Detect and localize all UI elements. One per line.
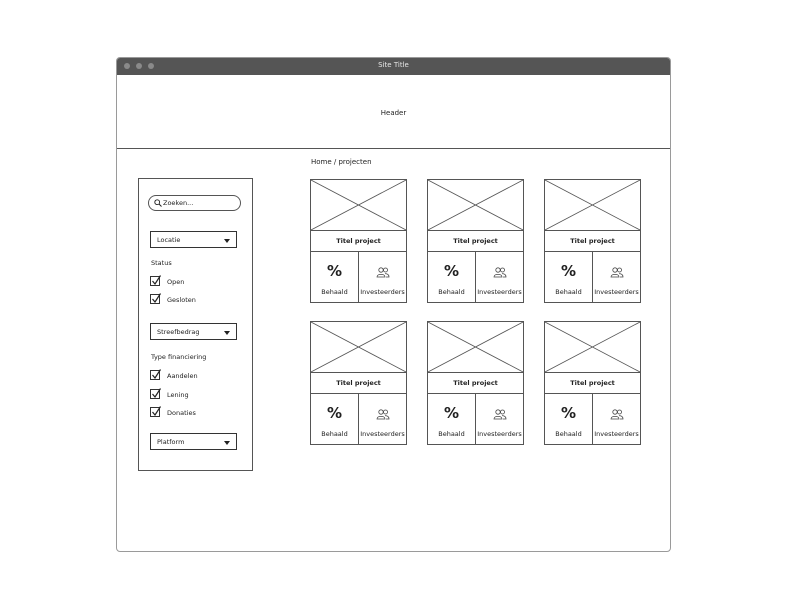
image-placeholder xyxy=(545,180,640,231)
checkmark-icon xyxy=(150,368,162,380)
image-placeholder-icon xyxy=(311,180,406,230)
achieved-stat xyxy=(428,394,476,444)
checkbox-label: Donaties xyxy=(167,409,196,417)
people-icon xyxy=(493,267,507,278)
checkmark-icon xyxy=(150,274,162,286)
goal-select-value: Streefbedrag xyxy=(157,328,200,336)
checkbox-box[interactable] xyxy=(150,389,160,399)
achieved-stat xyxy=(545,394,593,444)
checkmark-icon xyxy=(150,405,162,417)
search-icon xyxy=(154,199,162,207)
checkbox-box[interactable] xyxy=(150,294,160,304)
investors-label: Investeerders xyxy=(594,288,639,296)
achieved-label: Behaald xyxy=(555,430,582,438)
project-card[interactable] xyxy=(310,179,407,303)
checkbox-box[interactable] xyxy=(150,370,160,380)
achieved-label: Behaald xyxy=(321,430,348,438)
checkbox-label: Gesloten xyxy=(167,296,196,304)
project-card[interactable] xyxy=(544,321,641,445)
investors-stat xyxy=(359,252,406,302)
title-bar xyxy=(117,58,670,75)
achieved-label: Behaald xyxy=(555,288,582,296)
goal-amount-select[interactable] xyxy=(150,323,237,340)
percent-icon: % xyxy=(326,404,343,422)
project-title[interactable]: Titel project xyxy=(428,373,523,394)
percent-icon: % xyxy=(560,262,577,280)
achieved-stat xyxy=(428,252,476,302)
platform-select-value: Platform xyxy=(157,438,185,446)
image-placeholder xyxy=(311,180,406,231)
percent-icon: % xyxy=(443,262,460,280)
percent-icon: % xyxy=(326,262,343,280)
investors-label: Investeerders xyxy=(477,430,522,438)
image-placeholder-icon xyxy=(545,180,640,230)
breadcrumb[interactable]: Home / projecten xyxy=(311,158,372,166)
investors-stat xyxy=(476,394,523,444)
financing-type-label: Type financiering xyxy=(151,353,207,361)
investors-label: Investeerders xyxy=(477,288,522,296)
chevron-down-icon xyxy=(224,331,230,335)
project-title[interactable]: Titel project xyxy=(428,231,523,252)
header-label: Header xyxy=(380,109,407,117)
image-placeholder xyxy=(545,322,640,373)
checkbox-label: Lening xyxy=(167,391,189,399)
checkbox-box[interactable] xyxy=(150,407,160,417)
project-card[interactable] xyxy=(427,321,524,445)
checkbox-label: Open xyxy=(167,278,185,286)
image-placeholder-icon xyxy=(428,322,523,372)
investors-stat xyxy=(593,394,640,444)
checkbox-label: Aandelen xyxy=(167,372,198,380)
achieved-stat xyxy=(545,252,593,302)
search-placeholder: Zoeken... xyxy=(163,199,194,207)
image-placeholder xyxy=(311,322,406,373)
project-card[interactable] xyxy=(310,321,407,445)
project-title[interactable]: Titel project xyxy=(311,231,406,252)
status-label: Status xyxy=(151,259,172,267)
project-title[interactable]: Titel project xyxy=(545,231,640,252)
percent-icon: % xyxy=(443,404,460,422)
project-title[interactable]: Titel project xyxy=(311,373,406,394)
project-card[interactable] xyxy=(544,179,641,303)
investors-label: Investeerders xyxy=(360,288,405,296)
window-title: Site Title xyxy=(378,61,409,69)
image-placeholder xyxy=(428,180,523,231)
achieved-stat xyxy=(311,252,359,302)
image-placeholder-icon xyxy=(311,322,406,372)
achieved-stat xyxy=(311,394,359,444)
achieved-label: Behaald xyxy=(438,430,465,438)
project-card[interactable] xyxy=(427,179,524,303)
search-input[interactable] xyxy=(148,195,241,211)
checkbox-box[interactable] xyxy=(150,276,160,286)
browser-window xyxy=(116,57,671,552)
people-icon xyxy=(376,409,390,420)
achieved-label: Behaald xyxy=(321,288,348,296)
location-select[interactable] xyxy=(150,231,237,248)
image-placeholder-icon xyxy=(428,180,523,230)
image-placeholder xyxy=(428,322,523,373)
chevron-down-icon xyxy=(224,239,230,243)
investors-stat xyxy=(593,252,640,302)
people-icon xyxy=(493,409,507,420)
achieved-label: Behaald xyxy=(438,288,465,296)
checkmark-icon xyxy=(150,387,162,399)
investors-stat xyxy=(476,252,523,302)
project-title[interactable]: Titel project xyxy=(545,373,640,394)
percent-icon: % xyxy=(560,404,577,422)
people-icon xyxy=(610,267,624,278)
page-header xyxy=(117,75,670,149)
location-select-value: Locatie xyxy=(157,236,181,244)
filter-sidebar xyxy=(138,178,253,471)
people-icon xyxy=(610,409,624,420)
investors-label: Investeerders xyxy=(594,430,639,438)
investors-label: Investeerders xyxy=(360,430,405,438)
chevron-down-icon xyxy=(224,441,230,445)
image-placeholder-icon xyxy=(545,322,640,372)
platform-select[interactable] xyxy=(150,433,237,450)
investors-stat xyxy=(359,394,406,444)
people-icon xyxy=(376,267,390,278)
checkmark-icon xyxy=(150,292,162,304)
